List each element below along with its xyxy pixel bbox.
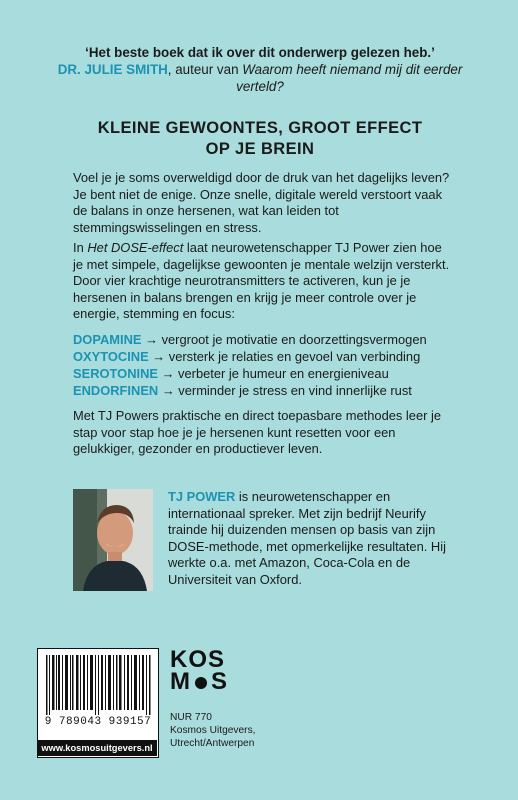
neurotransmitter-effect: → vergroot je motivatie en doorzettingsvermogen bbox=[141, 332, 427, 347]
publisher-info bbox=[170, 711, 290, 750]
quote-author: DR. JULIE SMITH bbox=[57, 62, 168, 77]
neurotransmitter-name: DOPAMINE bbox=[73, 332, 142, 347]
publisher-logo bbox=[170, 646, 230, 695]
quote-book-title: Waarom heeft niemand mij dit eerder verteld? bbox=[236, 62, 463, 94]
description-pre: In bbox=[73, 240, 88, 255]
neurotransmitter-name: ENDORFINEN bbox=[73, 383, 159, 398]
quote-attribution bbox=[40, 61, 480, 95]
author-portrait-illustration bbox=[73, 489, 153, 591]
nur-code: NUR 770 bbox=[170, 712, 212, 723]
neurotransmitter-item bbox=[73, 365, 473, 382]
publisher-name: Kosmos Uitgevers, bbox=[170, 725, 256, 736]
website-url: www.kosmosuitgevers.nl bbox=[37, 740, 157, 756]
intro-paragraph: Voel je je soms overweldigd door de druk van het dagelijks leven? Je bent niet de enige. Onze snelle, digitale wereld verstoort vaak de balans in onze hersenen, wat kan leiden tot stemmingswisselingen en stress. bbox=[73, 170, 450, 235]
description-post: laat neurowetenschapper TJ Power zien hoe je met simpele, dagelijkse gewoonten je mentale welzijn versterkt. Door vier krachtige neurotransmitters te activeren, kun je je hersenen in balans brengen en krijg je meer controle over je energie, stemming en focus: bbox=[73, 240, 450, 321]
description-paragraph bbox=[73, 240, 453, 323]
headline-line-1: KLEINE GEWOONTES, GROOT EFFECT bbox=[97, 119, 423, 137]
logo-letter-s: S bbox=[211, 668, 229, 695]
neurotransmitter-effect: → verbeter je humeur en energieniveau bbox=[158, 366, 389, 381]
neurotransmitter-item bbox=[73, 382, 473, 399]
author-bio-text: is neurowetenschapper en internationaal spreker. Met zijn bedrijf Neurify trainde hij duizenden mensen op basis van zijn DOSE-methode, met opmerkelijke resultaten. Hij werkte o.a. met Amazon, Coca-Cola en de Universiteit van Oxford. bbox=[168, 489, 446, 587]
neurotransmitter-name: SEROTONINE bbox=[73, 366, 158, 381]
barcode-bars-icon bbox=[44, 655, 152, 715]
book-title: Het DOSE-effect bbox=[87, 240, 184, 255]
neurotransmitter-effect: → verminder je stress en vind innerlijke rust bbox=[158, 383, 412, 398]
logo-line-2 bbox=[170, 668, 230, 695]
headline-line-2: OP JE BREIN bbox=[205, 140, 315, 158]
logo-dot-icon bbox=[195, 677, 207, 689]
quote-text: ‘Het beste boek dat ik over dit onderwerp gelezen heb.’ bbox=[85, 45, 435, 60]
logo-letter-m: M bbox=[170, 668, 191, 695]
headline bbox=[40, 118, 480, 160]
publisher-city: Utrecht/Antwerpen bbox=[170, 738, 255, 749]
neurotransmitter-list bbox=[73, 331, 473, 399]
author-bio bbox=[168, 489, 458, 588]
author-photo bbox=[73, 489, 153, 591]
neurotransmitter-item bbox=[73, 331, 473, 348]
author-name: TJ POWER bbox=[168, 489, 236, 504]
quote-author-suffix: , auteur van bbox=[167, 62, 243, 77]
neurotransmitter-effect: → versterk je relaties en gevoel van verbinding bbox=[148, 349, 421, 364]
endorsement-quote bbox=[40, 44, 480, 95]
isbn-number: 9 789043 939157 bbox=[44, 716, 152, 728]
neurotransmitter-name: OXYTOCINE bbox=[73, 349, 149, 364]
neurotransmitter-item bbox=[73, 348, 473, 365]
closing-paragraph: Met TJ Powers praktische en direct toepasbare methodes leer je stap voor stap hoe je je hersenen kunt resetten voor een gelukkiger, gezonder en productiever leven. bbox=[73, 408, 442, 456]
logo-line-1: KOS bbox=[170, 646, 226, 673]
